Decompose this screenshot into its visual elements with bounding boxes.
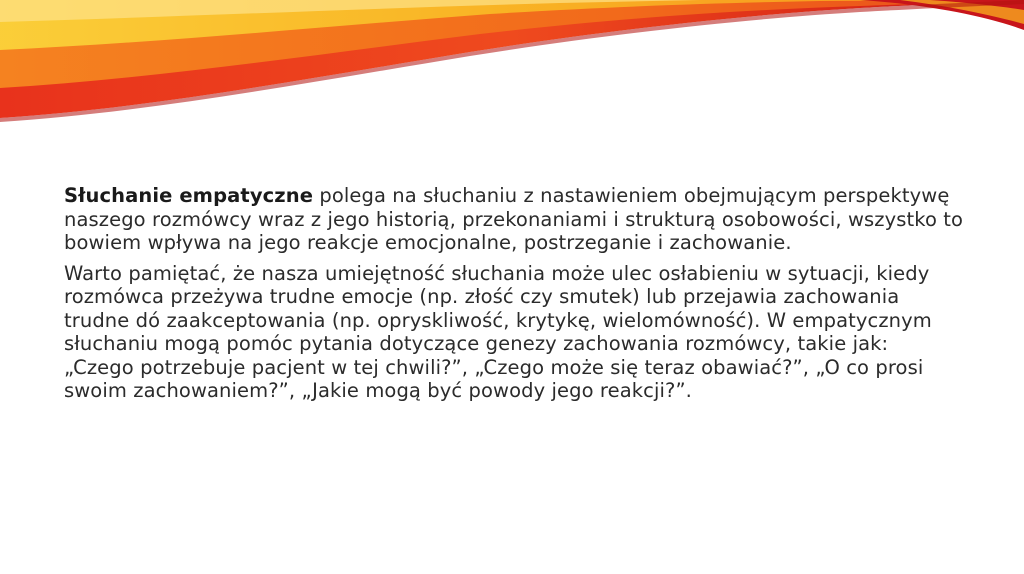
paragraph-1-text: polega na słuchaniu z nastawieniem obejmującym perspektywę naszego rozmówcy wraz z jego historią, przekonaniami i strukturą osobowości, wszystko to bowiem wpływa na jego reakcje emocjonalne, postrzeganie i zachowanie. [64,184,964,254]
paragraph-1-lead: Słuchanie empatyczne [64,184,314,207]
paragraph-2: Warto pamiętać, że nasza umiejętność słuchania może ulec osłabieniu w sytuacji, kiedy rozmówca przeżywa trudne emocje (np. złość czy smutek) lub przejawia zachowania trudne dó zaakceptowania (np. opryskliwość, krytykę, wielomówność). W empatycznym słuchaniu mogą pomóc pytania dotyczące genezy zachowania rozmówcy, takie jak: „Czego potrzebuje pacjent w tej chwili?”, „Czego może się teraz obawiać?”, „O co prosi swoim zachowaniem?”, „Jakie mogą być powody jego reakcji?”. [64,261,932,402]
decorative-swoosh [0,0,1024,140]
paragraph-1 [64,184,964,255]
body-text [64,184,964,410]
